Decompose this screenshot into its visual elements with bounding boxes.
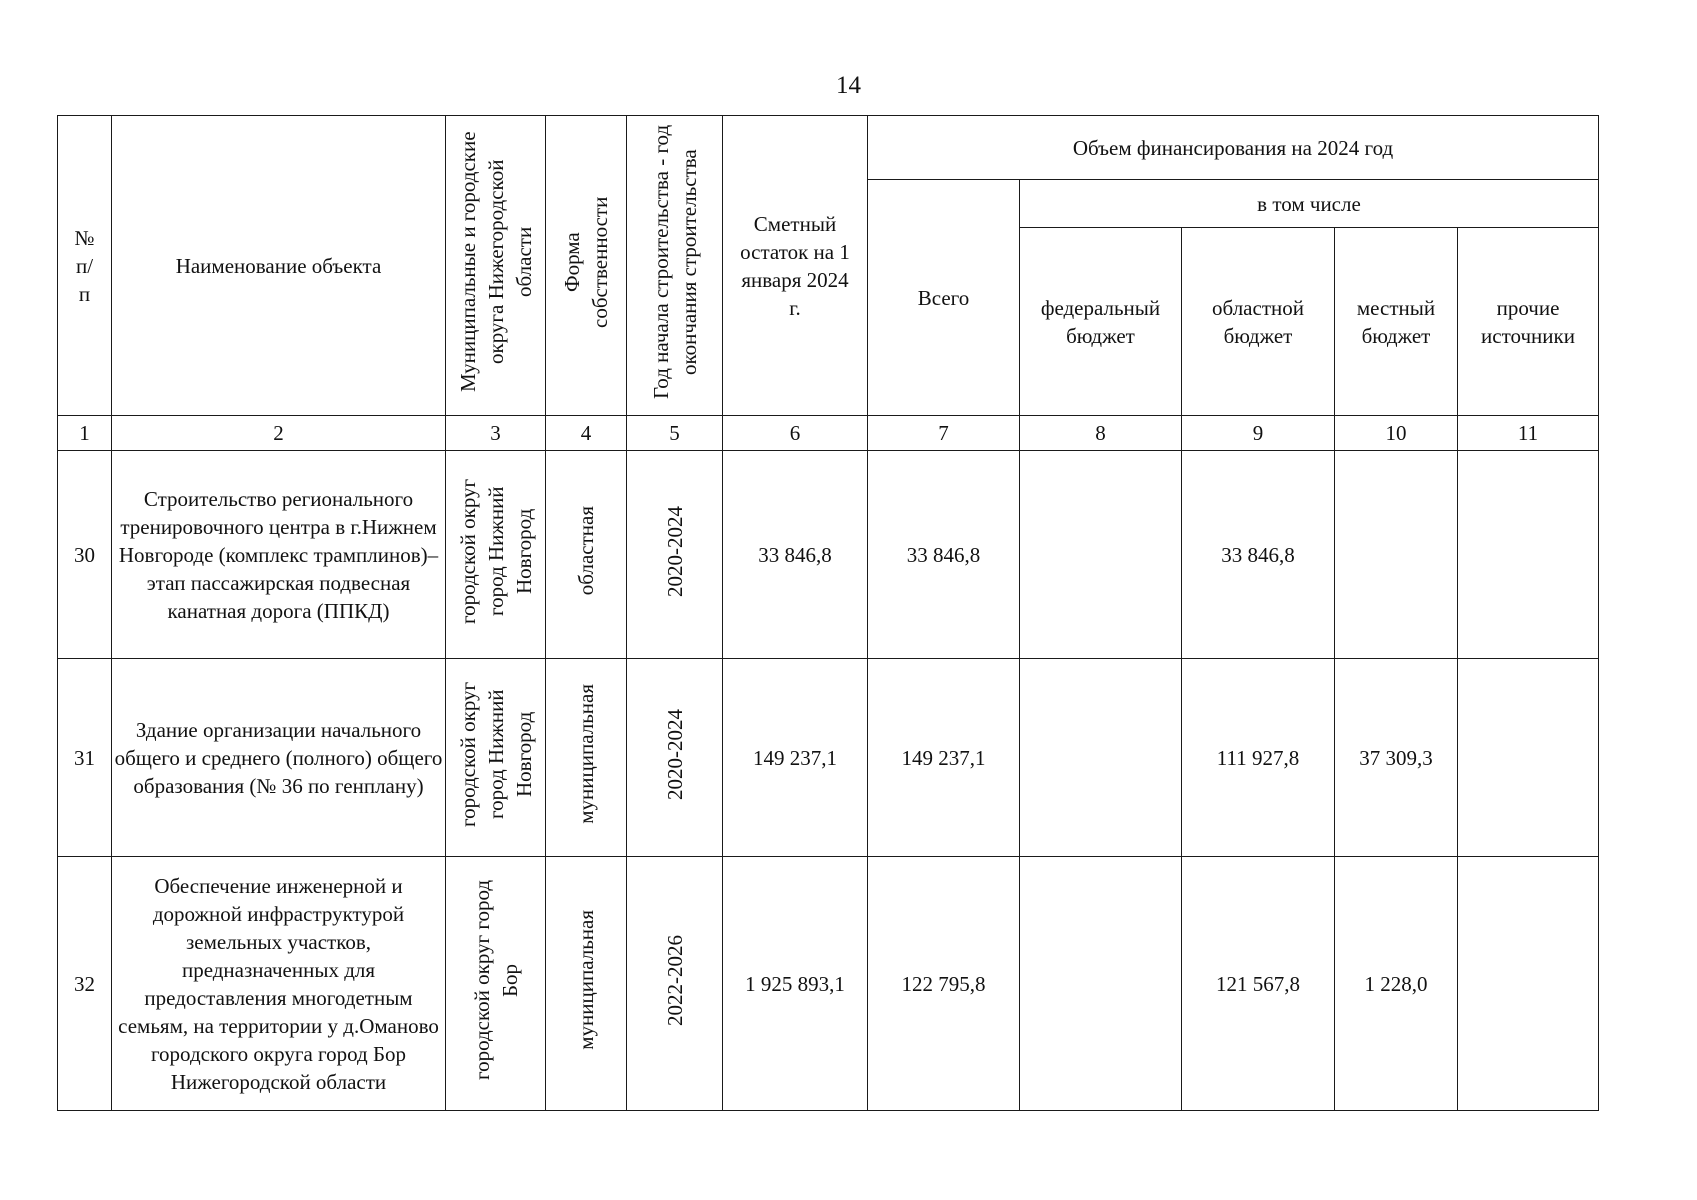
row-name: Обеспечение инженерной и дорожной инфраструктурой земельных участков, предназначенных для предоставления многодетным семьям, на территории у д.Оманово городского округа город Бор Нижегородской области (112, 857, 446, 1111)
row-regional: 121 567,8 (1182, 857, 1335, 1111)
column-number: 9 (1182, 416, 1335, 451)
column-number: 4 (546, 416, 627, 451)
header-other: прочие источники (1458, 228, 1599, 416)
row-ownership: областная (546, 451, 627, 659)
row-local: 37 309,3 (1335, 659, 1458, 857)
header-municipality: Муниципальные и городские округа Нижегородской области (446, 116, 546, 416)
column-number: 6 (723, 416, 868, 451)
column-number: 10 (1335, 416, 1458, 451)
header-estimate: Сметный остаток на 1 января 2024 г. (723, 116, 868, 416)
row-years: 2022-2026 (627, 857, 723, 1111)
header-num: № п/ п (58, 116, 112, 416)
column-number: 5 (627, 416, 723, 451)
row-other (1458, 451, 1599, 659)
header-federal: федеральный бюджет (1020, 228, 1182, 416)
row-ownership: муниципальная (546, 857, 627, 1111)
row-federal (1020, 451, 1182, 659)
column-number: 7 (868, 416, 1020, 451)
row-total: 149 237,1 (868, 659, 1020, 857)
header-local: местный бюджет (1335, 228, 1458, 416)
page-number: 14 (836, 72, 861, 99)
row-estimate: 149 237,1 (723, 659, 868, 857)
row-local: 1 228,0 (1335, 857, 1458, 1111)
table-row (58, 857, 1599, 1111)
row-federal (1020, 857, 1182, 1111)
row-regional: 33 846,8 (1182, 451, 1335, 659)
row-local (1335, 451, 1458, 659)
header-total: Всего (868, 180, 1020, 416)
header-ownership: Форма собственности (546, 116, 627, 416)
column-number: 3 (446, 416, 546, 451)
row-federal (1020, 659, 1182, 857)
table-row (58, 451, 1599, 659)
table-row (58, 659, 1599, 857)
row-municipality: городской округ город Нижний Новгород (446, 659, 546, 857)
row-estimate: 33 846,8 (723, 451, 868, 659)
row-municipality: городской округ город Бор (446, 857, 546, 1111)
column-number: 8 (1020, 416, 1182, 451)
row-num: 32 (58, 857, 112, 1111)
header-name: Наименование объекта (112, 116, 446, 416)
column-number-row (58, 416, 1599, 451)
row-total: 33 846,8 (868, 451, 1020, 659)
row-years: 2020-2024 (627, 451, 723, 659)
column-number: 1 (58, 416, 112, 451)
header-including: в том числе (1020, 180, 1599, 228)
header-row-1 (58, 116, 1599, 180)
row-name: Строительство регионального тренировочного центра в г.Нижнем Новгороде (комплекс трамплинов)–этап пассажирская подвесная канатная дорога (ППКД) (112, 451, 446, 659)
row-municipality: городской округ город Нижний Новгород (446, 451, 546, 659)
row-num: 30 (58, 451, 112, 659)
row-regional: 111 927,8 (1182, 659, 1335, 857)
header-regional: областной бюджет (1182, 228, 1335, 416)
header-funding-group: Объем финансирования на 2024 год (868, 116, 1599, 180)
row-other (1458, 857, 1599, 1111)
row-other (1458, 659, 1599, 857)
row-name: Здание организации начального общего и среднего (полного) общего образования (№ 36 по генплану) (112, 659, 446, 857)
column-number: 2 (112, 416, 446, 451)
row-ownership: муниципальная (546, 659, 627, 857)
row-estimate: 1 925 893,1 (723, 857, 868, 1111)
financing-table (57, 115, 1599, 1111)
header-years: Год начала строительства - год окончания строительства (627, 116, 723, 416)
row-num: 31 (58, 659, 112, 857)
column-number: 11 (1458, 416, 1599, 451)
row-total: 122 795,8 (868, 857, 1020, 1111)
row-years: 2020-2024 (627, 659, 723, 857)
